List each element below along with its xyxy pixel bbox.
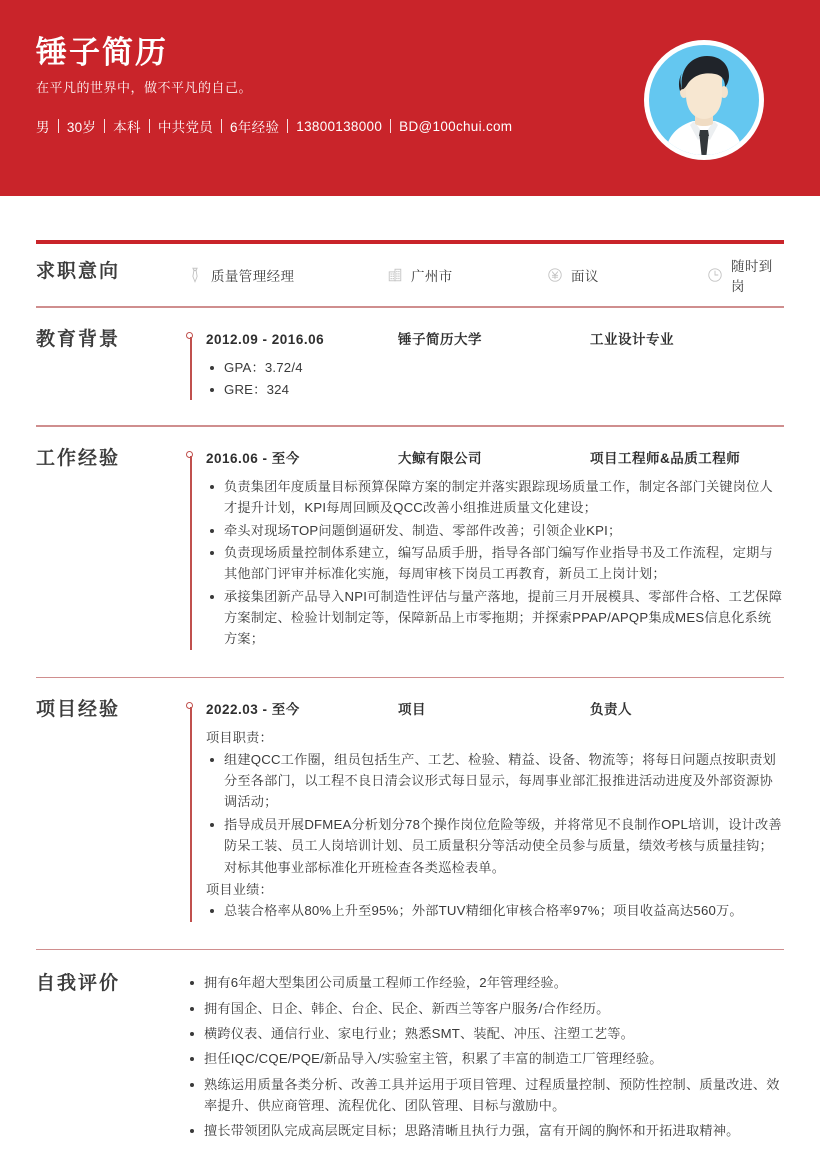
intent-salary-label: 面议	[571, 269, 599, 284]
intent-availability	[706, 255, 784, 295]
timeline-line	[190, 337, 192, 401]
section-title-work-experience: 工作经验	[36, 447, 121, 469]
meta-email: BD@100chui.com	[399, 118, 513, 134]
section-title-project-experience: 项目经验	[36, 699, 121, 721]
page-title: 锤子简历	[36, 35, 168, 70]
project-role: 负责人	[590, 702, 632, 718]
list-item: GPA：3.72/4	[206, 357, 784, 378]
project-date: 2022.03 - 至今	[206, 702, 300, 718]
list-item: 拥有国企、日企、韩企、台企、民企、新西兰等客户服务/合作经历。	[186, 998, 784, 1019]
job-intention-row	[186, 259, 784, 294]
tie-icon	[186, 266, 204, 284]
project-duty-label: 项目职责：	[206, 730, 273, 746]
meta-separator	[390, 119, 391, 133]
section-title-education: 教育背景	[36, 328, 121, 350]
meta-separator	[58, 119, 59, 133]
meta-separator	[104, 119, 105, 133]
project-entry-header	[206, 698, 784, 718]
avatar	[644, 40, 764, 160]
avatar-illustration-icon	[649, 45, 759, 155]
list-item: 拥有6年超大型集团公司质量工程师工作经验，2年管理经验。	[186, 972, 784, 993]
section-title-self-evaluation: 自我评价	[36, 973, 121, 995]
meta-separator	[287, 119, 288, 133]
section-project-experience	[36, 678, 784, 948]
section-body-job-intention	[186, 259, 784, 294]
section-job-intention	[36, 244, 784, 306]
work-date: 2016.06 - 至今	[206, 450, 300, 466]
section-work-experience	[36, 427, 784, 677]
intent-city	[386, 265, 546, 285]
work-title: 项目工程师&品质工程师	[590, 450, 741, 466]
meta-separator	[149, 119, 150, 133]
section-body-work-experience	[186, 447, 784, 651]
clock-icon	[706, 266, 724, 284]
work-company: 大鲸有限公司	[398, 450, 482, 466]
intent-position	[186, 265, 386, 285]
list-item: 承接集团新产品导入NPI可制造性评估与量产落地，提前三月开展模具、零部件合格、工艺保障方案制定、检验计划制定等，保障新品上市零拖期；并探索PPAP/APQP集成MES信息化系统方案；	[206, 586, 784, 650]
list-item: 担任IQC/CQE/PQE/新品导入/实验室主管，积累了丰富的制造工厂管理经验。	[186, 1048, 784, 1069]
section-body-project-experience	[186, 698, 784, 922]
list-item: 指导成员开展DFMEA分析划分78个操作岗位危险等级，并将常见不良制作OPL培训，设计改善防呆工装、员工人岗培训计划、员工质量积分等活动使全员参与质量，绩效考核与质量挂钩；对标其他事业部标准化开班检查各类巡检表单。	[206, 814, 784, 878]
resume-header	[0, 0, 820, 196]
meta-phone: 13800138000	[296, 118, 383, 134]
intent-salary	[546, 265, 706, 285]
education-date: 2012.09 - 2016.06	[206, 331, 325, 347]
education-major: 工业设计专业	[590, 331, 674, 347]
list-item: 牵头对现场TOP问题倒逼研发、制造、零部件改善；引领企业KPI；	[206, 520, 784, 541]
section-body-education	[186, 328, 784, 402]
header-slogan: 在平凡的世界中，做不平凡的自己。	[36, 80, 253, 96]
resume-content	[0, 240, 820, 1160]
timeline-line	[190, 707, 192, 921]
section-title-job-intention: 求职意向	[36, 261, 121, 282]
project-result-list	[206, 900, 784, 921]
project-result-label: 项目业绩：	[206, 881, 273, 897]
list-item: 负责集团年度质量目标预算保障方案的制定并落实跟踪现场质量工作，制定各部门关键岗位人才提升计划，KPI每周回顾及QCC改善小组推进质量文化建设；	[206, 476, 784, 519]
timeline-line	[190, 456, 192, 650]
section-education	[36, 308, 784, 426]
yen-icon	[546, 266, 564, 284]
list-item: 熟练运用质量各类分析、改善工具并运用于项目管理、过程质量控制、预防性控制、质量改进、效率提升、供应商管理、流程优化、团队管理、目标与激励中。	[186, 1074, 784, 1117]
intent-position-label: 质量管理经理	[211, 269, 295, 284]
education-school: 锤子简历大学	[398, 331, 482, 347]
education-bullet-list	[206, 357, 784, 401]
project-entry	[186, 698, 784, 921]
list-item: GRE：324	[206, 379, 784, 400]
self-evaluation-list	[186, 972, 784, 1142]
avatar-image	[649, 45, 759, 155]
meta-political: 中共党员	[157, 120, 214, 135]
meta-degree: 本科	[113, 120, 141, 135]
education-entry-header	[206, 328, 784, 348]
list-item: 负责现场质量控制体系建立，编写品质手册，指导各部门编写作业指导书及工作流程，定期与其他部门评审并标准化实施，每周审核下岗员工再教育，新员工上岗计划；	[206, 542, 784, 585]
section-body-self-evaluation	[186, 972, 784, 1146]
work-entry	[186, 447, 784, 650]
meta-experience: 6年经验	[230, 120, 280, 135]
header-text-block	[36, 34, 596, 97]
intent-availability-label: 随时到岗	[731, 259, 773, 294]
work-entry-header	[206, 447, 784, 467]
intent-city-label: 广州市	[411, 269, 453, 284]
list-item: 总装合格率从80%上升至95%；外部TUV精细化审核合格率97%；项目收益高达560万。	[206, 900, 784, 921]
project-duty-list	[206, 749, 784, 878]
building-icon	[386, 266, 404, 284]
header-meta-line	[36, 116, 512, 136]
meta-age: 30岁	[66, 120, 97, 135]
section-self-evaluation	[36, 950, 784, 1160]
list-item: 组建QCC工作圈，组员包括生产、工艺、检验、精益、设备、物流等；将每日问题点按职责划分至各部门，以工程不良日清会议形式每日显示，每周事业部汇报推进活动进度及外部资源协调活动；	[206, 749, 784, 813]
list-item: 横跨仪表、通信行业、家电行业；熟悉SMT、装配、冲压、注塑工艺等。	[186, 1023, 784, 1044]
education-entry	[186, 328, 784, 401]
project-name: 项目	[398, 702, 426, 718]
zigzag-edge	[0, 183, 820, 197]
work-bullet-list	[206, 476, 784, 650]
meta-gender: 男	[36, 120, 50, 135]
meta-separator	[221, 119, 222, 133]
list-item: 擅长带领团队完成高层既定目标；思路清晰且执行力强，富有开阔的胸怀和开拓进取精神。	[186, 1120, 784, 1141]
